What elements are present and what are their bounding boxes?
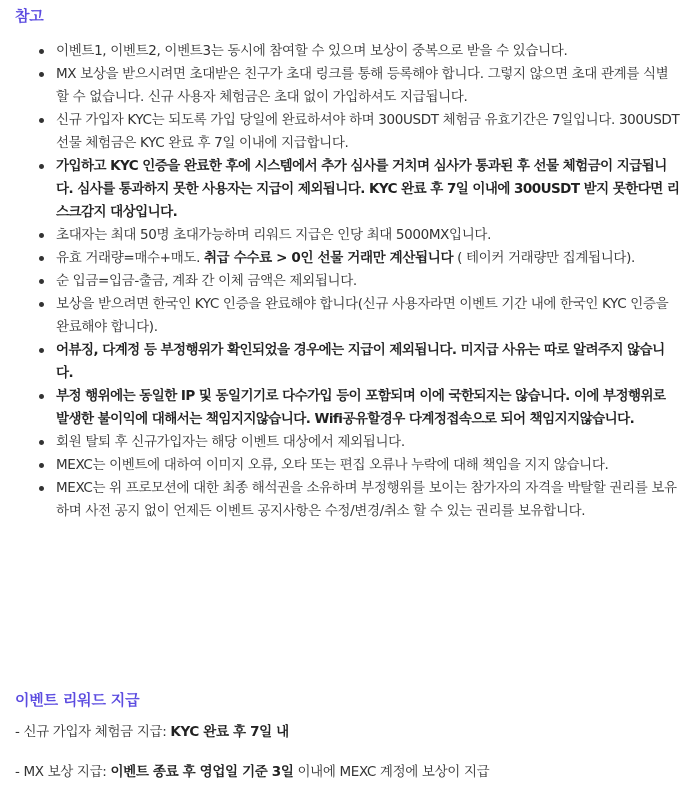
list-item-text: ( 테이커 거래량만 집계됩니다).: [453, 250, 635, 266]
reward-line-mx-payout: [15, 761, 489, 783]
reward-line-label: - MX 보상 지급:: [15, 764, 111, 780]
list-item: 이벤트1, 이벤트2, 이벤트3는 동시에 참여할 수 있으며 보상이 중복으로 받을 수 있습니다.: [56, 40, 680, 63]
notes-heading: 참고: [15, 7, 44, 25]
list-item: MEXC는 이벤트에 대하여 이미지 오류, 오타 또는 편집 오류나 누락에 대해 책임을 지지 않습니다.: [56, 454, 680, 477]
reward-line-emphasis: KYC 완료 후 7일 내: [170, 724, 289, 740]
list-item: MEXC는 위 프로모션에 대한 최종 해석권을 소유하며 부정행위를 보이는 참가자의 자격을 박탈할 권리를 보유하며 사전 공지 없이 언제든 이벤트 공지사항은 수정/변경/취소 할 수 있는 권리를 보유합니다.: [56, 477, 680, 523]
reward-line-label: - 신규 가입자 체험금 지급:: [15, 724, 171, 740]
list-item: [56, 247, 680, 270]
reward-line-suffix: 이내에 MEXC 계정에 보상이 지급: [293, 764, 490, 780]
reward-line-signup-bonus: [15, 721, 289, 743]
list-item: 어뷰징, 다계정 등 부정행위가 확인되었을 경우에는 지급이 제외됩니다. 미지급 사유는 따로 알려주지 않습니다.: [56, 339, 680, 385]
reward-line-emphasis: 이벤트 종료 후 영업일 기준 3일: [110, 764, 294, 780]
list-item: 신규 가입자 KYC는 되도록 가입 당일에 완료하셔야 하며 300USDT 체험금 유효기간은 7일입니다. 300USDT 선물 체험금은 KYC 완료 후 7일 이내에 지급합니다.: [56, 109, 680, 155]
list-item: 초대자는 최대 50명 초대가능하며 리워드 지급은 인당 최대 5000MX입니다.: [56, 224, 680, 247]
list-item: 회원 탈퇴 후 신규가입자는 해당 이벤트 대상에서 제외됩니다.: [56, 431, 680, 454]
list-item: MX 보상을 받으시려면 초대받은 친구가 초대 링크를 통해 등록해야 합니다. 그렇지 않으면 초대 관계를 식별할 수 없습니다. 신규 사용자 체험금은 초대 없이 가입하셔도 지급됩니다.: [56, 63, 680, 109]
list-item-emphasis: 취급 수수료 > 0인 선물 거래만 계산됩니다: [203, 250, 454, 266]
list-item-text: 유효 거래량=매수+매도.: [56, 250, 204, 266]
list-item: 순 입금=입금-출금, 계좌 간 이체 금액은 제외됩니다.: [56, 270, 680, 293]
notes-list: [0, 40, 680, 523]
reward-heading: 이벤트 리워드 지급: [15, 691, 140, 709]
list-item: 가입하고 KYC 인증을 완료한 후에 시스템에서 추가 심사를 거치며 심사가 통과된 후 선물 체험금이 지급됩니다. 심사를 통과하지 못한 사용자는 지급이 제외됩니다. KYC 완료 후 7일 이내에 300USDT 받지 못한다면 리스크감지 대상입니다.: [56, 155, 680, 224]
list-item: 부정 행위에는 동일한 IP 및 동일기기로 다수가입 등이 포함되며 이에 국한되지는 않습니다. 이에 부정행위로 발생한 불이익에 대해서는 책임지지않습니다. Wifi공유할경우 다계정접속으로 되어 책임지지않습니다.: [56, 385, 680, 431]
list-item: 보상을 받으려면 한국인 KYC 인증을 완료해야 합니다(신규 사용자라면 이벤트 기간 내에 한국인 KYC 인증을 완료해야 합니다).: [56, 293, 680, 339]
